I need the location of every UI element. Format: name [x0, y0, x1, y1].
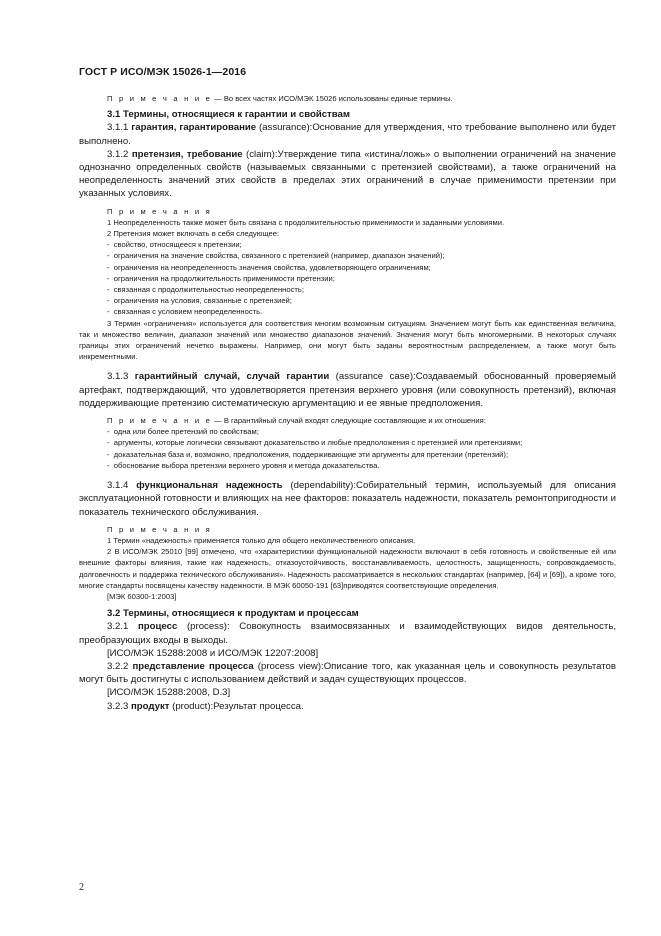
- notes-3-1-3: [79, 415, 616, 471]
- term-title: гарантия, гарантирование: [131, 122, 257, 134]
- note-3: 3 Термин «ограничения» используется для соответствия многим возможным ситуациям. Значением могут быть как единственная величина, так и множество величин, диапазон значений или множество диапазонов значений. Значения могут быть многомерными. В некоторых случаях границы этих ограничений нечетко выражены. Например, они могут быть заданы вероятностным распределением, а также могут быть инкрементными.: [79, 318, 616, 362]
- notes-label: П р и м е ч а н и я: [107, 206, 212, 216]
- term-3-2-1: 3.2.1 процесс (process): Совокупность взаимосвязанных и взаимодействующих видов деятельность, преобразующих входы в выходы.: [79, 621, 616, 646]
- source-reference: [ИСО/МЭК 15288:2008 и ИСО/МЭК 12207:2008]: [107, 647, 319, 659]
- list-item: - ограничения на условия, связанные с претензией;: [79, 295, 616, 306]
- term-title: представление процесса: [132, 660, 254, 672]
- term-3-1-3: 3.1.3 гарантийный случай, случай гарантии (assurance case):Создаваемый обоснованный проверяемый артефакт, подтверждающий, что удовлетворяется претензия верхнего уровня (или совокупность претензий), включая поддерживающие претензию систематическую аргументацию и ее явные предположения.: [79, 371, 616, 409]
- term-3-1-1: 3.1.1 гарантия, гарантирование (assurance):Основание для утверждения, что требование выполнено или будет выполнено.: [79, 122, 617, 147]
- term-title: гарантийный случай, случай гарантии: [134, 371, 330, 383]
- note-1: 1 Термин «надежность» применяется только для общего неколичественного описания.: [107, 535, 416, 545]
- source-reference: [ИСО/МЭК 15288:2008, D.3]: [107, 687, 231, 699]
- list-item: - свойство, относящееся к претензии;: [79, 239, 616, 250]
- term-title: продукт: [131, 700, 170, 712]
- list-item: - обоснование выбора претензии верхнего уровня и метода доказательства.: [79, 460, 616, 471]
- list-item: - ограничения на значение свойства, связанного с претензией (например, диапазон значений);: [79, 250, 616, 261]
- standard-header: ГОСТ Р ИСО/МЭК 15026-1—2016: [79, 66, 247, 78]
- term-3-1-2: 3.1.2 претензия, требование (claim):Утверждение типа «истина/ложь» о выполнении ограничений на значение однозначно определенных свойств (называемых связанными с претензией свойствами), а также ограничений на неопределенность значений этих свойств в пределах этих ограничений в случае применимости претензии при указанных условиях.: [79, 148, 616, 200]
- list-item: - связанная с продолжительностью неопределенность;: [79, 284, 616, 295]
- source-reference: [МЭК 60300-1:2003]: [107, 591, 177, 601]
- note-2: 2 Претензия может включать в себя следующее:: [107, 229, 280, 239]
- list-item: - связанная с условием неопределенность.: [79, 306, 616, 317]
- list-item: - одна или более претензий по свойствам;: [79, 426, 616, 437]
- notes-3-1-4: [79, 524, 616, 602]
- intro-note: П р и м е ч а н и е — Во всех частях ИСО/МЭК 15026 использованы единые термины.: [107, 94, 453, 103]
- section-3-2-heading: 3.2 Термины, относящиеся к продуктам и процессам: [107, 608, 359, 620]
- list-item: - аргументы, которые логически связывают доказательство и любые предположения с претензией или претензиями;: [79, 437, 616, 448]
- note-1: 1 Неопределенность также может быть связана с продолжительностью применимости и заданными условиями.: [107, 217, 505, 227]
- term-3-2-3: 3.2.3 продукт (product):Результат процесса.: [107, 700, 304, 712]
- list-item: - ограничения на продолжительность применимости претензии;: [79, 273, 616, 284]
- claim-contents-list: [79, 239, 616, 317]
- document-body: [79, 93, 616, 713]
- term-title: функциональная надежность: [136, 480, 283, 492]
- notes-label: П р и м е ч а н и я: [107, 524, 212, 534]
- page-number: 2: [79, 882, 84, 893]
- section-3-1-heading: 3.1 Термины, относящиеся к гарантии и свойствам: [107, 109, 350, 121]
- term-title: процесс: [138, 621, 178, 633]
- list-item: - ограничения на неопределенность значения свойства, удовлетворяющего ограничениям;: [79, 262, 616, 273]
- note-2: 2 В ИСО/МЭК 25010 [99] отмечено, что «характеристики функциональной надежности включают в себя готовность и свойственные ей или внешние факторы влияния, такие как надежность, отказоустойчивость, восстанавливаемость, целостность, защищенность, сопровождаемость, долговечность и поддержка технического обслуживания». Надежность рассматривается в нескольких стандартах (например, [64] и [69]), а кроме того, многие стандарты посвящены качеству надежности. В МЭК 60050-191 [63]приводятся соответствующие определения.: [79, 547, 616, 590]
- notes-3-1-2: [79, 206, 616, 363]
- term-3-2-2: 3.2.2 представление процесса (process view):Описание того, как указанная цель и совокупность результатов могут быть достигнуты с использованием действий и задач существующих процессов.: [79, 660, 616, 686]
- term-3-1-4: 3.1.4 функциональная надежность (dependability):Собирательный термин, используемый для описания эксплуатационной готовности и влияющих на нее факторов: показатель надежности, показатель ремонтопригодности и показатель технического обслуживания.: [79, 480, 616, 518]
- assurance-case-list: [79, 426, 616, 471]
- note: П р и м е ч а н и е — В гарантийный случай входят следующие составляющие и их отношения:: [107, 416, 486, 426]
- term-title: претензия, требование: [131, 148, 243, 160]
- list-item: - доказательная база и, возможно, предположения, поддерживающие эти аргументы для претензии (претензий);: [79, 449, 616, 460]
